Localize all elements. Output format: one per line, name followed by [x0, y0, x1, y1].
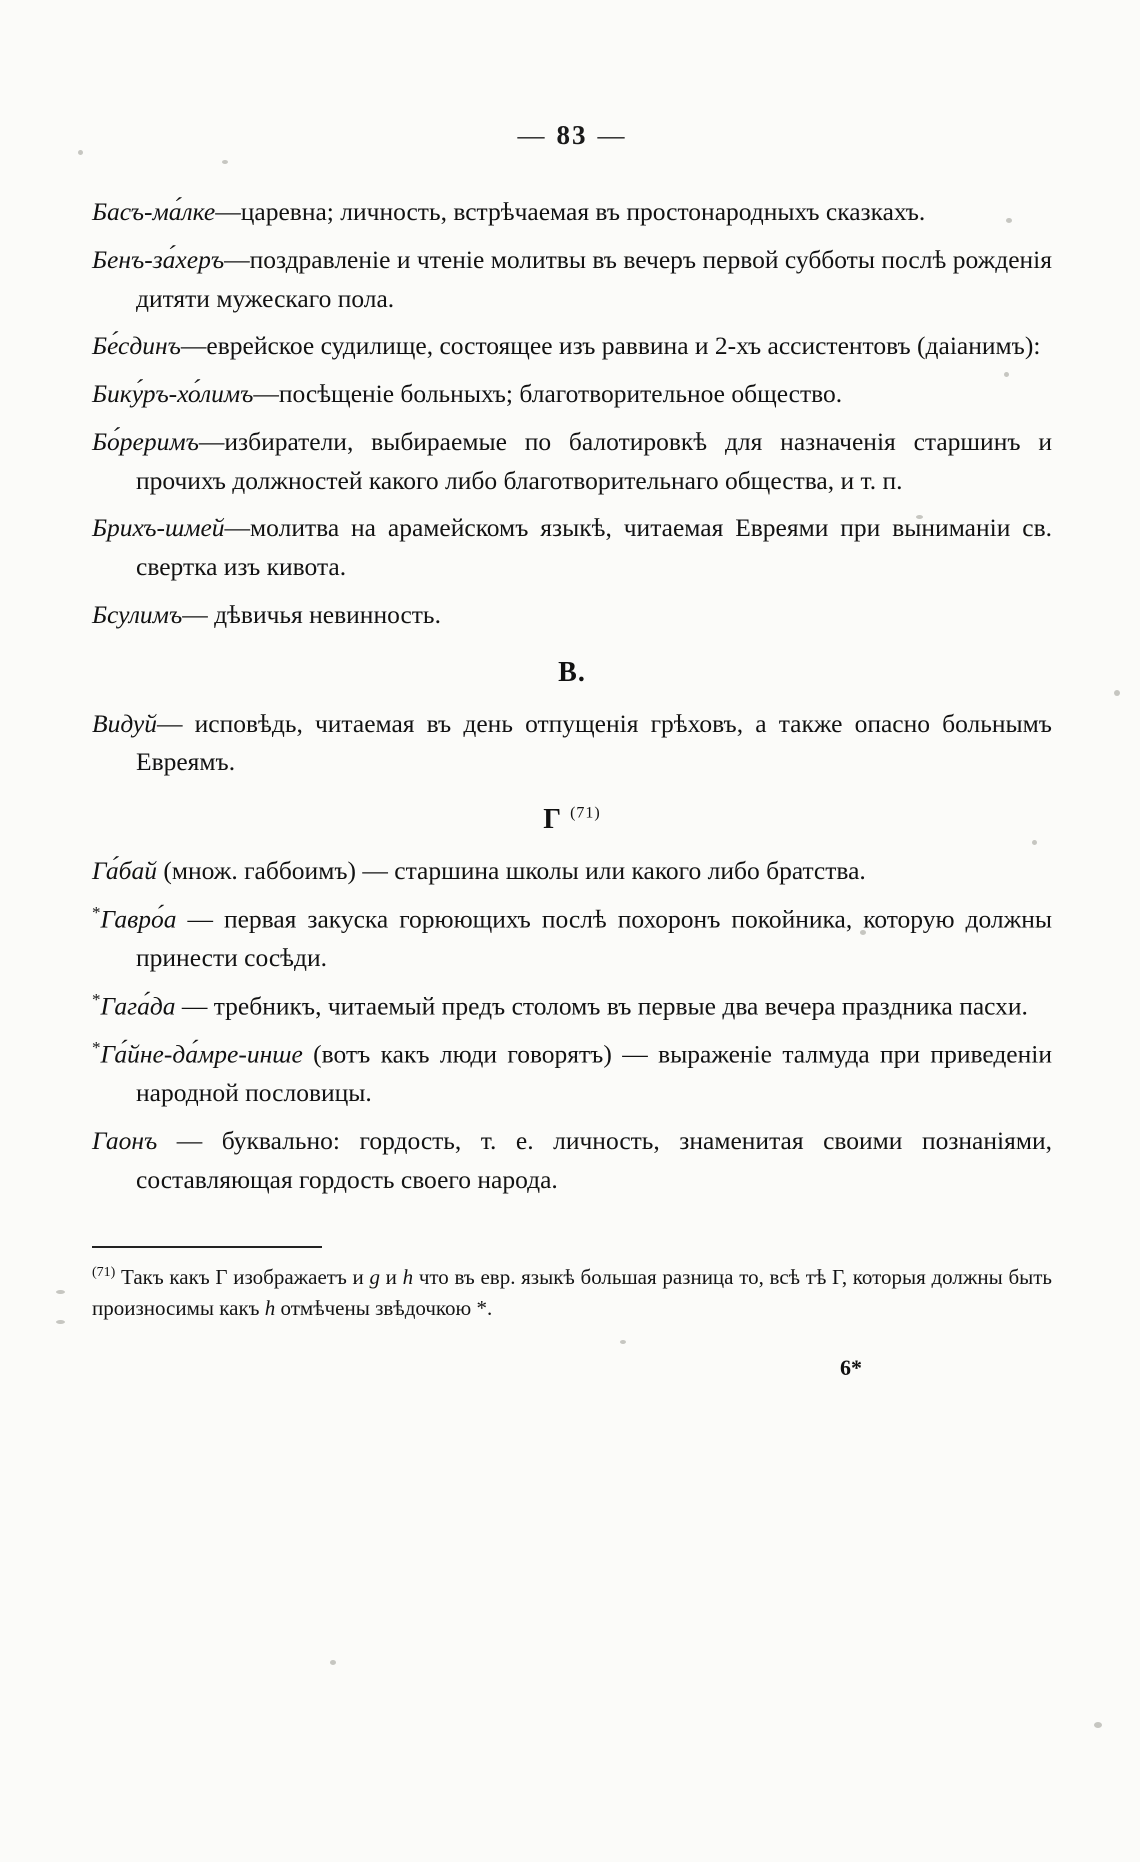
- entry-definition: —молитва на арамейскомъ языкѣ, читаемая Евреями при выниманіи св. свертка изъ кивота.: [136, 513, 1052, 581]
- dictionary-entry: [92, 705, 1052, 783]
- entry-definition: (множ. габбоимъ) — старшина школы или какого либо братства.: [163, 856, 866, 885]
- scan-speck: [78, 150, 83, 155]
- dictionary-entry: [92, 241, 1052, 319]
- signature-mark: 6*: [840, 1354, 862, 1380]
- page-number-value: 83: [556, 120, 588, 150]
- entry-headword: Га́бай: [92, 856, 157, 885]
- entry-definition: —посѣщеніе больныхъ; благотворительное общество.: [253, 379, 843, 408]
- entry-list-b-part1: [92, 193, 1052, 635]
- scan-speck: [56, 1320, 65, 1324]
- footnote-text-after: что въ евр. языкѣ большая разница то, всѣ тѣ Г, которыя должны быть произносимы какъ: [92, 1264, 1052, 1320]
- entry-headword: Бсулимъ: [92, 599, 183, 629]
- footnote-italic-g: g: [369, 1264, 380, 1289]
- entry-headword: Басъ-ма́лке: [92, 197, 216, 226]
- asterisk-icon: *: [92, 989, 101, 1009]
- dictionary-entry: [92, 423, 1052, 501]
- footnote: [92, 1262, 1052, 1325]
- entry-headword: Га́йне-да́мре-инше: [100, 1039, 303, 1069]
- entry-headword: Бе́сдинъ: [92, 331, 181, 361]
- page-number-dash-left: —: [517, 120, 547, 150]
- dictionary-entry: [92, 1035, 1052, 1113]
- scan-speck: [1094, 1722, 1102, 1728]
- entry-headword: Бику́ръ-хо́лимъ: [92, 379, 254, 408]
- entry-definition: — требникъ, читаемый предъ столомъ въ первые два вечера праздника пасхи.: [181, 991, 1028, 1021]
- scan-speck: [330, 1660, 336, 1665]
- dictionary-entry: [92, 596, 1052, 635]
- dictionary-entry: [92, 193, 1052, 232]
- footnote-text-mid: и: [379, 1264, 403, 1289]
- entry-list-v: [92, 705, 1052, 783]
- entry-definition: — дѣвичья невинность.: [182, 599, 441, 629]
- footnote-italic-h: h: [402, 1264, 414, 1289]
- dictionary-entry: [92, 1122, 1052, 1200]
- section-heading-v: [92, 657, 1052, 689]
- asterisk-icon: *: [92, 1038, 101, 1057]
- dictionary-entry: [92, 375, 1052, 414]
- footnote-text-end: отмѣчены звѣдочкою *.: [275, 1296, 493, 1320]
- footnote-italic-h2: h: [264, 1296, 276, 1320]
- section-letter-v: В.: [558, 656, 586, 688]
- entry-definition: —царевна; личность, встрѣчаемая въ простонародныхъ сказкахъ.: [215, 197, 926, 226]
- entry-definition: — первая закуска горюющихъ послѣ похоронъ покойника, которую должны принести сосѣди.: [136, 904, 1053, 972]
- entry-headword: Бо́реримъ: [92, 426, 199, 456]
- entry-definition: —поздравленіе и чтеніе молитвы въ вечеръ первой субботы послѣ рожденія дитяти мужескаго пола.: [136, 244, 1052, 313]
- entry-headword: Гага́да: [100, 991, 176, 1021]
- entry-headword: Бенъ-за́херъ: [92, 244, 225, 274]
- scan-speck: [56, 1290, 65, 1294]
- footnote-text-before: Такъ какъ Г изображаетъ и: [121, 1264, 370, 1289]
- dictionary-entry: [92, 900, 1052, 978]
- dictionary-entry: [92, 327, 1052, 366]
- page-number-dash-right: —: [597, 120, 627, 150]
- dictionary-entry: [92, 852, 1052, 891]
- asterisk-icon: *: [92, 902, 101, 922]
- entry-definition: — исповѣдь, читаемая въ день отпущенія грѣховъ, а также опасно больнымъ Евреямъ.: [136, 708, 1052, 777]
- footnote-divider: [92, 1246, 322, 1248]
- entry-definition: — буквально: гордость, т. е. личность, знаменитая своими познаніями, составляющая гордость своего народа.: [136, 1126, 1052, 1194]
- dictionary-entry: [92, 987, 1052, 1026]
- entry-headword: Гаонъ: [92, 1126, 158, 1155]
- entry-headword: Видуй: [92, 708, 157, 738]
- entry-definition: (вотъ какъ люди говорятъ) — выраженіе талмуда при приведеніи народной пословицы.: [136, 1039, 1053, 1108]
- page-number: [92, 120, 1052, 151]
- section-letter-g: Г: [543, 804, 563, 835]
- entry-headword: Брихъ-шмей: [92, 513, 225, 543]
- entry-list-g: [92, 852, 1052, 1200]
- section-footnote-marker: (71): [570, 804, 601, 822]
- section-heading-g: [92, 804, 1052, 836]
- entry-headword: Гавро́а: [100, 904, 177, 934]
- entry-definition: —избиратели, выбираемые по балотировкѣ для назначенія старшинъ и прочихъ должностей какого либо благотворительнаго общества, и т. п.: [136, 426, 1052, 495]
- dictionary-entry: [92, 509, 1052, 587]
- scan-speck: [1114, 690, 1120, 696]
- footnote-marker: (71): [92, 1264, 116, 1280]
- entry-definition: —еврейское судилище, состоящее изъ раввина и 2-хъ ассистентовъ (даіанимъ):: [180, 331, 1041, 361]
